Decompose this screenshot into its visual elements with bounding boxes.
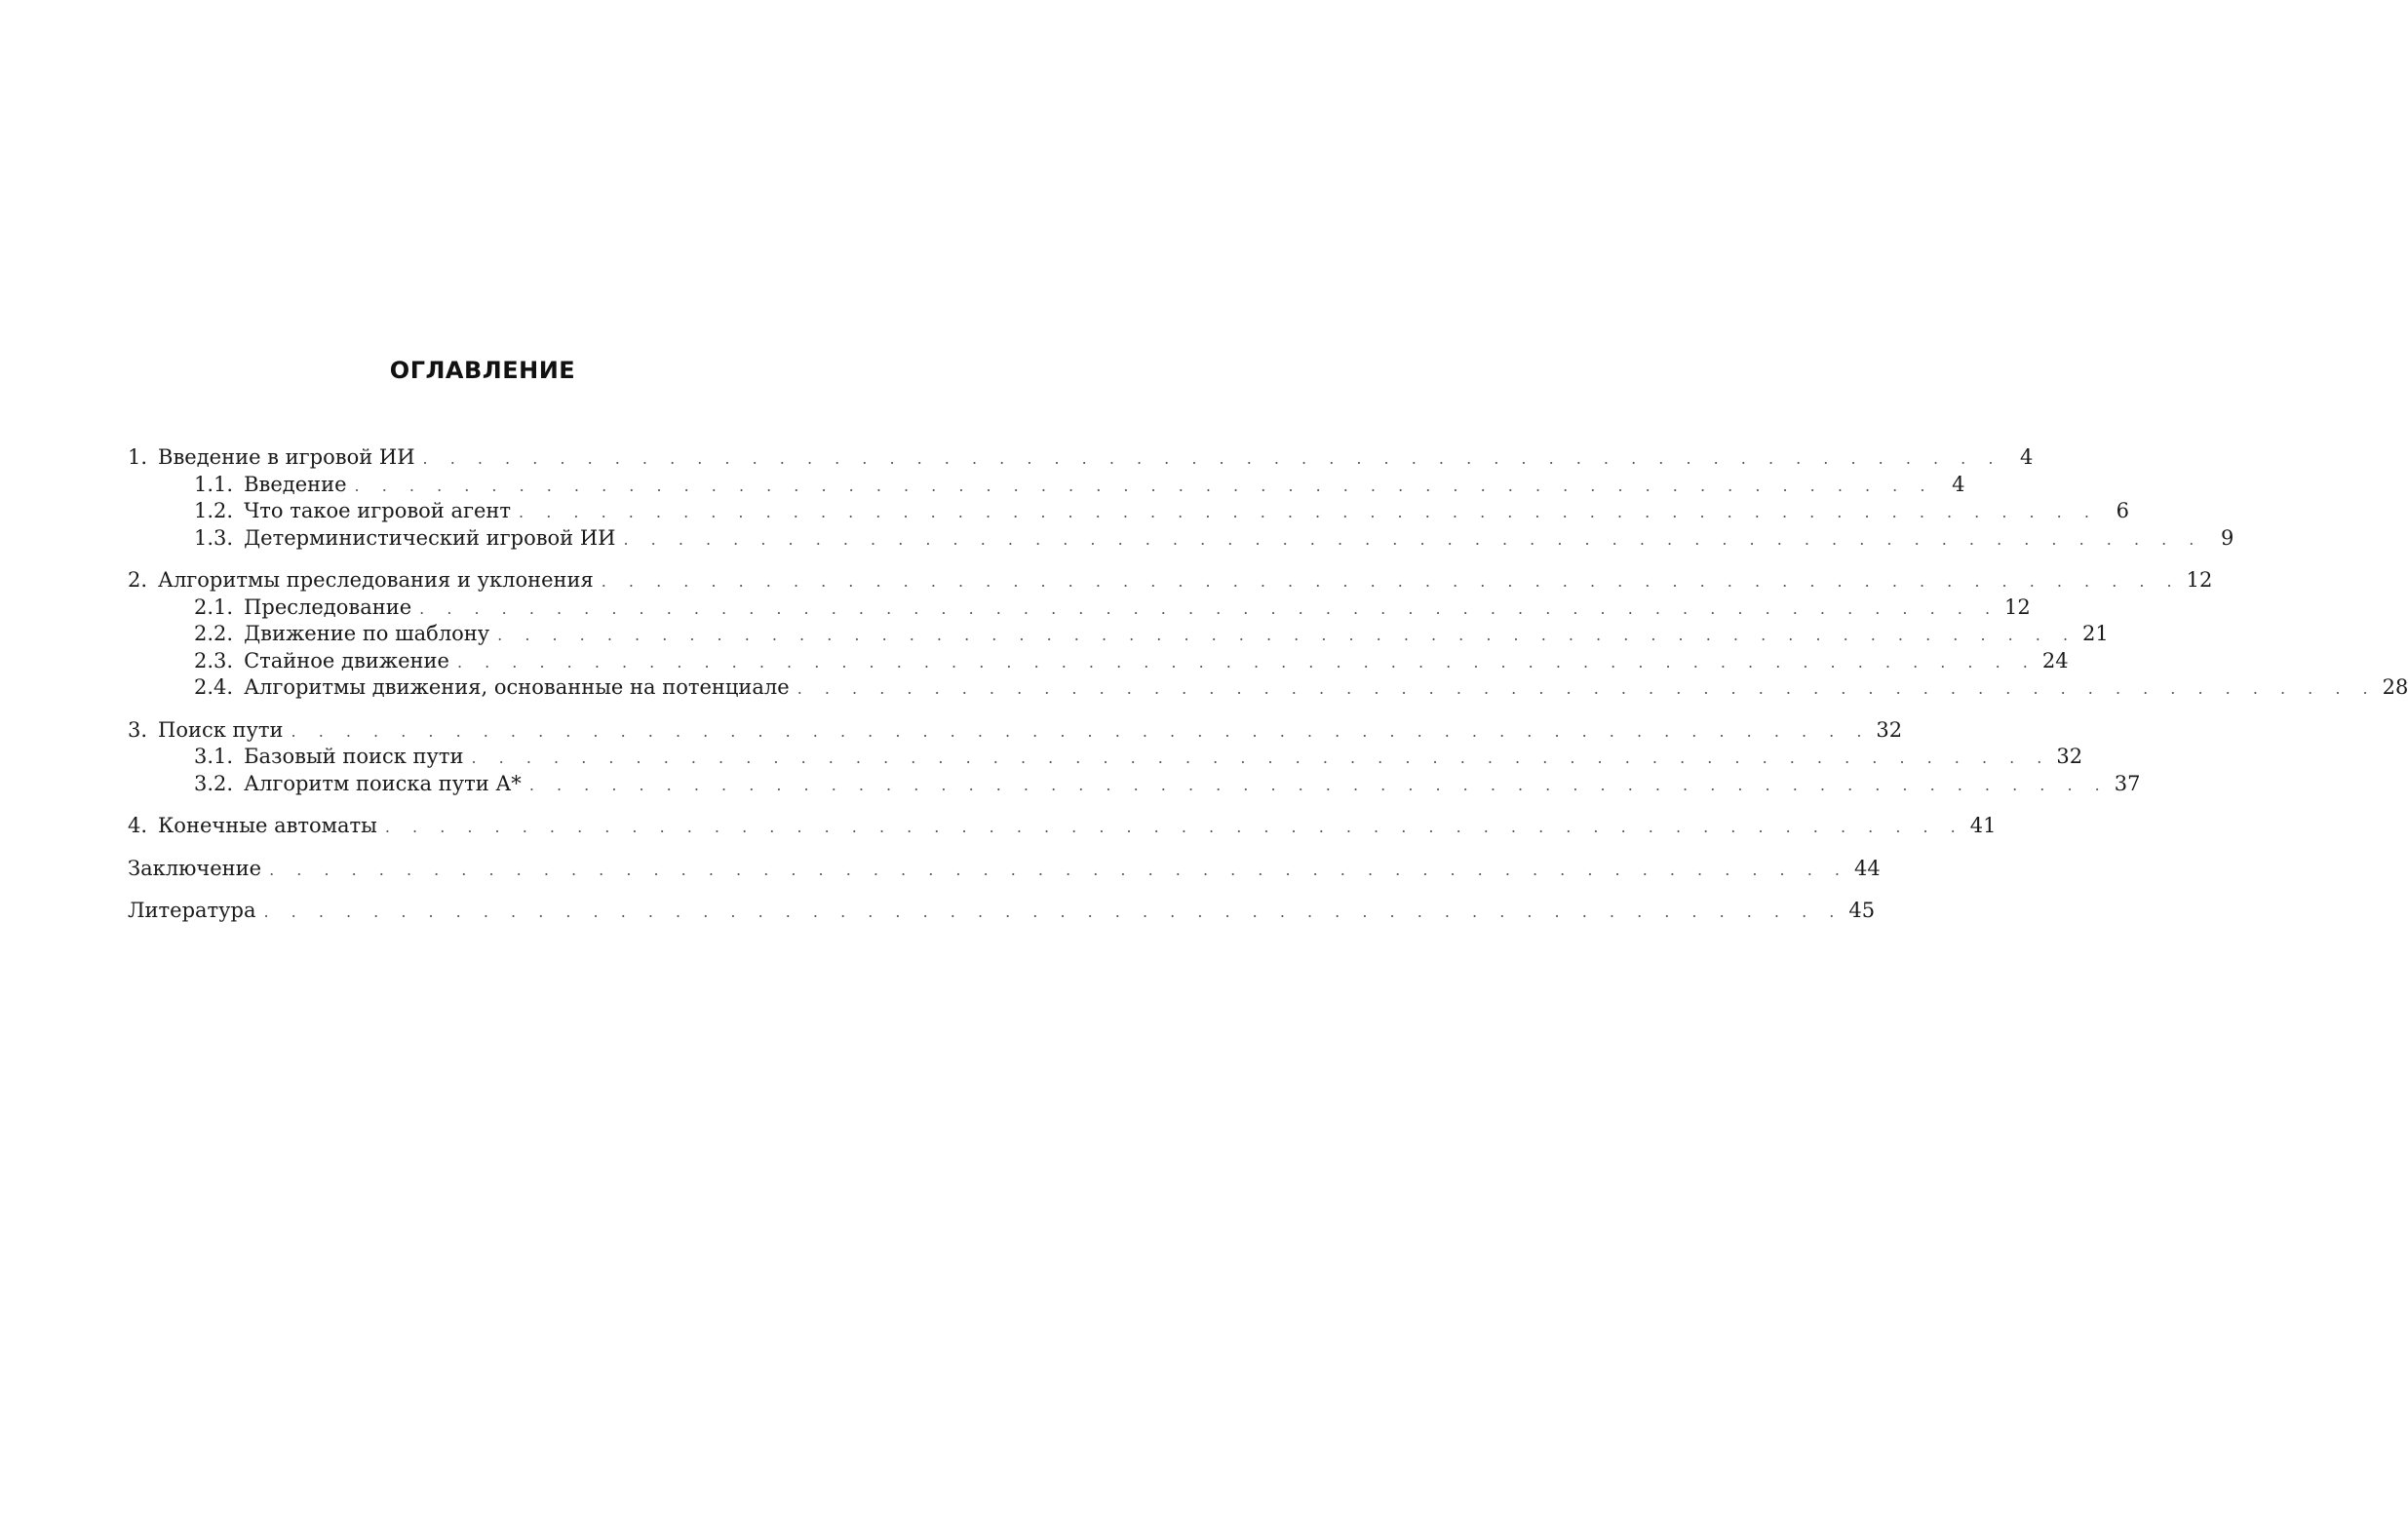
entry-label: Поиск пути — [158, 717, 284, 742]
dot-leader: . . . . . . . . . . . . . . . . . . . . . . . . . . . . . . . . . . . . . . . . . . . . . . . . . . . . . . . . . . — [419, 598, 2000, 618]
entry-number: 1.1. — [194, 472, 234, 496]
entry-page: 9 — [2221, 525, 2234, 550]
dot-leader: . . . . . . . . . . . . . . . . . . . . . . . . . . . . . . . . . . . . . . . . . . . . . . . . . . . . . . . . . . — [796, 679, 2377, 698]
entry-label: Детерминистический игровой ИИ — [244, 525, 616, 550]
entry-number: 1.2. — [194, 499, 234, 522]
entry-number: 1.3. — [194, 525, 234, 550]
entry-label: Литература — [128, 899, 256, 922]
dot-leader: . . . . . . . . . . . . . . . . . . . . . . . . . . . . . . . . . . . . . . . . . . . . . . . . . . . . . . . . . . — [422, 449, 2002, 468]
dot-leader: . . . . . . . . . . . . . . . . . . . . . . . . . . . . . . . . . . . . . . . . . . . . . . . . . . . . . . . . . . — [623, 529, 2203, 549]
dot-leader: . . . . . . . . . . . . . . . . . . . . . . . . . . . . . . . . . . . . . . . . . . . . . . . . . . . . . . . . . . — [456, 652, 2037, 672]
toc-section — [128, 567, 2408, 702]
entry-page: 24 — [2041, 648, 2069, 672]
entry-label: Алгоритмы движения, основанные на потенциале — [244, 675, 790, 699]
toc-section — [128, 856, 1881, 883]
entry-label: Что такое игровой агент — [244, 499, 512, 522]
entry-number: 1. — [128, 445, 148, 469]
entry-number: 2. — [128, 568, 148, 592]
entry-number: 2.4. — [194, 675, 234, 699]
entry-number: 2.1. — [194, 595, 234, 619]
toc-subentry[interactable] — [128, 771, 2141, 798]
toc-section — [128, 898, 1876, 925]
dot-leader: . . . . . . . . . . . . . . . . . . . . . . . . . . . . . . . . . . . . . . . . . . . . . . . . . . . . . . . . . . — [354, 476, 1934, 495]
entry-page: 28 — [2382, 675, 2408, 699]
toc-subentry[interactable] — [128, 595, 2031, 622]
toc-entry[interactable] — [128, 898, 1876, 925]
entry-number: 3.1. — [194, 745, 234, 768]
toc-subentry[interactable] — [128, 498, 2129, 525]
toc-entry[interactable] — [128, 444, 2034, 472]
entry-label: Стайное движение — [244, 648, 449, 672]
entry-page: 32 — [1876, 717, 1903, 742]
toc-subentry[interactable] — [128, 525, 2234, 553]
toc-entry[interactable] — [128, 856, 1881, 883]
entry-label: Конечные автоматы — [158, 814, 377, 837]
entry-label: Преследование — [244, 595, 412, 619]
toc-subentry[interactable] — [128, 648, 2069, 675]
toc-subentry[interactable] — [128, 621, 2109, 648]
entry-page: 6 — [2116, 499, 2129, 522]
toc-section — [128, 717, 2141, 798]
toc-entry[interactable] — [128, 813, 1997, 840]
entry-page: 12 — [2186, 568, 2213, 592]
dot-leader: . . . . . . . . . . . . . . . . . . . . . . . . . . . . . . . . . . . . . . . . . . . . . . . . . . . . . . . . . . — [497, 626, 2078, 644]
entry-page: 41 — [1969, 814, 1997, 837]
entry-page: 37 — [2114, 771, 2141, 795]
entry-page: 32 — [2056, 745, 2083, 768]
dot-leader: . . . . . . . . . . . . . . . . . . . . . . . . . . . . . . . . . . . . . . . . . . . . . . . . . . . . . . . . . . — [263, 902, 1844, 921]
entry-number: 3.2. — [194, 771, 234, 795]
toc-entry[interactable] — [128, 717, 1903, 745]
dot-leader: . . . . . . . . . . . . . . . . . . . . . . . . . . . . . . . . . . . . . . . . . . . . . . . . . . . . . . . . . . — [519, 503, 2098, 521]
entry-label: Алгоритм поиска пути А* — [244, 771, 522, 795]
entry-label: Введение в игровой ИИ — [158, 445, 415, 469]
entry-number: 3. — [128, 717, 148, 742]
entry-number: 2.2. — [194, 622, 234, 645]
table-of-contents — [128, 444, 2408, 940]
entry-page: 4 — [1952, 472, 1965, 496]
dot-leader: . . . . . . . . . . . . . . . . . . . . . . . . . . . . . . . . . . . . . . . . . . . . . . . . . . . . . . . . . . — [291, 721, 1871, 741]
toc-subentry[interactable] — [128, 674, 2408, 702]
entry-page: 4 — [2020, 445, 2034, 469]
entry-page: 44 — [1853, 856, 1881, 880]
entry-page: 45 — [1848, 899, 1876, 922]
toc-subentry[interactable] — [128, 744, 2083, 771]
dot-leader: . . . . . . . . . . . . . . . . . . . . . . . . . . . . . . . . . . . . . . . . . . . . . . . . . . . . . . . . . . — [528, 775, 2109, 794]
entry-number: 4. — [128, 814, 148, 837]
entry-page: 21 — [2082, 622, 2109, 645]
toc-section — [128, 444, 2234, 552]
toc-entry[interactable] — [128, 567, 2213, 595]
dot-leader: . . . . . . . . . . . . . . . . . . . . . . . . . . . . . . . . . . . . . . . . . . . . . . . . . . . . . . . . . . — [269, 860, 1848, 879]
toc-subentry[interactable] — [128, 472, 1965, 499]
entry-page: 12 — [2004, 595, 2031, 619]
dot-leader: . . . . . . . . . . . . . . . . . . . . . . . . . . . . . . . . . . . . . . . . . . . . . . . . . . . . . . . . . . — [601, 572, 2181, 591]
dot-leader: . . . . . . . . . . . . . . . . . . . . . . . . . . . . . . . . . . . . . . . . . . . . . . . . . . . . . . . . . . — [471, 748, 2051, 767]
entry-label: Введение — [244, 472, 347, 496]
entry-label: Базовый поиск пути — [244, 745, 464, 768]
page-title: ОГЛАВЛЕНИЕ — [389, 357, 576, 384]
dot-leader: . . . . . . . . . . . . . . . . . . . . . . . . . . . . . . . . . . . . . . . . . . . . . . . . . . . . . . . . . . — [384, 818, 1964, 836]
entry-label: Алгоритмы преследования и уклонения — [158, 568, 594, 592]
entry-label: Движение по шаблону — [244, 622, 490, 645]
entry-number: 2.3. — [194, 648, 234, 672]
toc-section — [128, 813, 1997, 840]
entry-label: Заключение — [128, 856, 262, 880]
